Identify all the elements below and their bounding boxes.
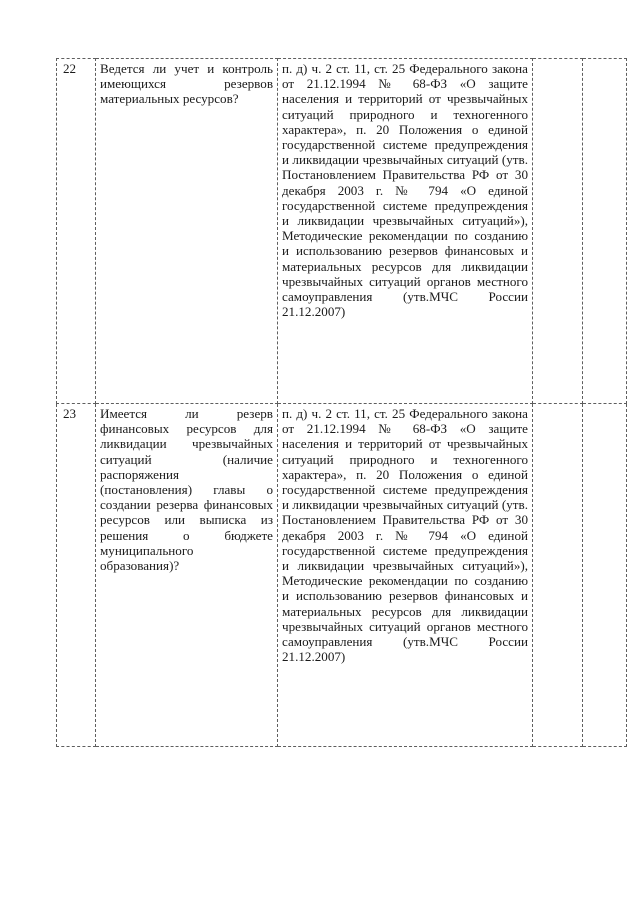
question-cell: Имеется ли резерв финансовых ресурсов для ликвидации чрезвычайных ситуаций (наличие распоряжения (постановления) главы о создании резерва финансовых ресурсов или выписка из решения о бюджете муниципального образования)? <box>96 404 278 747</box>
legal-basis-cell: п. д) ч. 2 ст. 11, ст. 25 Федерального закона от 21.12.1994 № 68-ФЗ «О защите населения и территорий от чрезвычайных ситуаций природного и техногенного характера», п. 20 Положения о единой государственной системе предупреждения и ликвидации чрезвычайных ситуаций (утв. Постановлением Правительства РФ от 30 декабря 2003 г. № 794 «О единой государственной системе предупреждения и ликвидации чрезвычайных ситуаций»), Методические рекомендации по созданию и использованию резервов финансовых и материальных ресурсов для ликвидации чрезвычайных ситуаций органов местного самоуправления (утв.МЧС России 21.12.2007) <box>278 404 533 747</box>
answer-cell <box>533 59 583 404</box>
answer-cell <box>533 404 583 747</box>
row-number: 22 <box>57 59 96 404</box>
row-number: 23 <box>57 404 96 747</box>
checklist-table <box>56 58 627 747</box>
table-row <box>57 59 627 404</box>
note-cell <box>583 59 627 404</box>
question-cell: Ведется ли учет и контроль имеющихся резервов материальных ресурсов? <box>96 59 278 404</box>
table-row <box>57 404 627 747</box>
note-cell <box>583 404 627 747</box>
legal-basis-cell: п. д) ч. 2 ст. 11, ст. 25 Федерального закона от 21.12.1994 № 68-ФЗ «О защите населения и территорий от чрезвычайных ситуаций природного и техногенного характера», п. 20 Положения о единой государственной системе предупреждения и ликвидации чрезвычайных ситуаций (утв. Постановлением Правительства РФ от 30 декабря 2003 г. № 794 «О единой государственной системе предупреждения и ликвидации чрезвычайных ситуаций»), Методические рекомендации по созданию и использованию резервов финансовых и материальных ресурсов для ликвидации чрезвычайных ситуаций органов местного самоуправления (утв.МЧС России 21.12.2007) <box>278 59 533 404</box>
